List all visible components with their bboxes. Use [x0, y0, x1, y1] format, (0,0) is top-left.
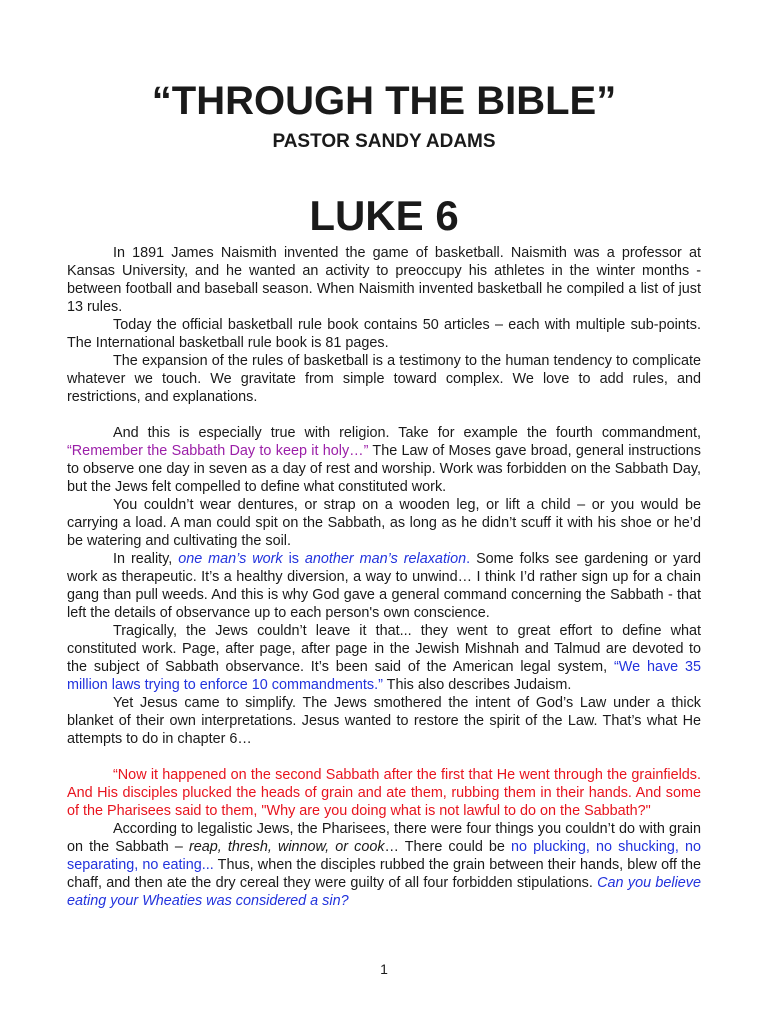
document-body — [67, 244, 701, 910]
paragraph: The expansion of the rules of basketball is a testimony to the human tendency to complicate whatever we touch. We gravitate from simple toward complex. We love to add rules, and restrictions, and explanations. — [67, 353, 701, 405]
emphasis-text: one man’s work — [178, 551, 283, 567]
text-run: The Law of Moses gave broad, general instructions to observe one day in seven as a day of rest and worship. Work was forbidden on the Sabbath Day, but the Jews felt compelled to define what constituted work. — [67, 443, 701, 495]
paragraph: You couldn’t wear dentures, or strap on a wooden leg, or lift a child – or you would be carrying a load. A man could spit on the Sabbath, as long as he didn’t scuff it with his shoe or he’d be watering and cultivating the soil. — [67, 497, 701, 549]
scripture-quote: “Remember the Sabbath Day to keep it holy…” — [67, 443, 369, 459]
italic-text: reap, thresh, winnow, or cook — [188, 839, 385, 855]
paragraph — [67, 424, 701, 496]
chapter-heading: LUKE 6 — [309, 192, 459, 239]
text-run: According to legalistic Jews, the Pharisees, there were four things you couldn’t do with grain on the Sabbath – — [67, 821, 701, 855]
series-title: “THROUGH THE BIBLE” — [151, 79, 617, 123]
emphasis-text: no plucking, no shucking, no separating, no eating... — [67, 839, 701, 873]
paragraph-gap — [67, 748, 701, 766]
emphasis-quote: “We have 35 million laws trying to enforce 10 commandments.” — [67, 659, 702, 693]
paragraph: Today the official basketball rule book contains 50 articles – each with multiple sub-points. The International basketball rule book is 81 pages. — [67, 317, 701, 351]
scripture-passage: “Now it happened on the second Sabbath after the first that He went through the grainfields. And His disciples plucked the heads of grain and ate them, rubbing them in their hands. And some of the Pharisees said to them, "Why are you doing what is not lawful to do on the Sabbath?" — [67, 767, 701, 819]
emphasis-text: another man’s relaxation — [304, 551, 467, 567]
text-run: Some folks see gardening or yard work as therapeutic. It’s a healthy diversion, a way to unwind… I think I’d rather sign up for a chain gang than pull weeds. And this is why God gave a general command concerning the Sabbath - that left the details of observance up to each person's own conscience. — [67, 551, 701, 621]
paragraph — [67, 820, 701, 910]
text-run: In reality, — [113, 551, 179, 567]
paragraph — [67, 550, 701, 622]
paragraph: Yet Jesus came to simplify. The Jews smothered the intent of God’s Law under a thick blanket of their own interpretations. Jesus wanted to restore the spirit of the Law. That’s what He attempts to do in chapter 6… — [67, 695, 701, 747]
text-run: Thus, when the disciples rubbed the grain between their hands, blew off the chaff, and then ate the dry cereal they were guilty of all four forbidden stipulations. — [67, 857, 701, 891]
paragraph-gap — [67, 406, 701, 424]
paragraph: In 1891 James Naismith invented the game of basketball. Naismith was a professor at Kansas University, and he wanted an activity to preoccupy his athletes in the winter months - between football and baseball season. When Naismith invented basketball he compiled a list of just 13 rules. — [67, 245, 701, 315]
text-run: Tragically, the Jews couldn’t leave it that... they went to great effort to define what constituted work. Page, after page, after page in the Jewish Mishnah and Talmud are devoted to the subject of Sabbath observance. It’s been said of the American legal system, — [67, 623, 701, 675]
author-name: PASTOR SANDY ADAMS — [272, 131, 496, 152]
paragraph — [67, 622, 701, 694]
emphasis-text: is — [282, 551, 305, 567]
text-run: And this is especially true with religion. Take for example the fourth commandment, — [113, 425, 701, 441]
text-run: This also describes Judaism. — [382, 677, 572, 693]
page-number: 1 — [380, 961, 388, 977]
emphasis-text: . — [466, 551, 471, 567]
text-run: … There could be — [384, 839, 512, 855]
emphasis-question: Can you believe eating your Wheaties was considered a sin? — [67, 875, 702, 909]
